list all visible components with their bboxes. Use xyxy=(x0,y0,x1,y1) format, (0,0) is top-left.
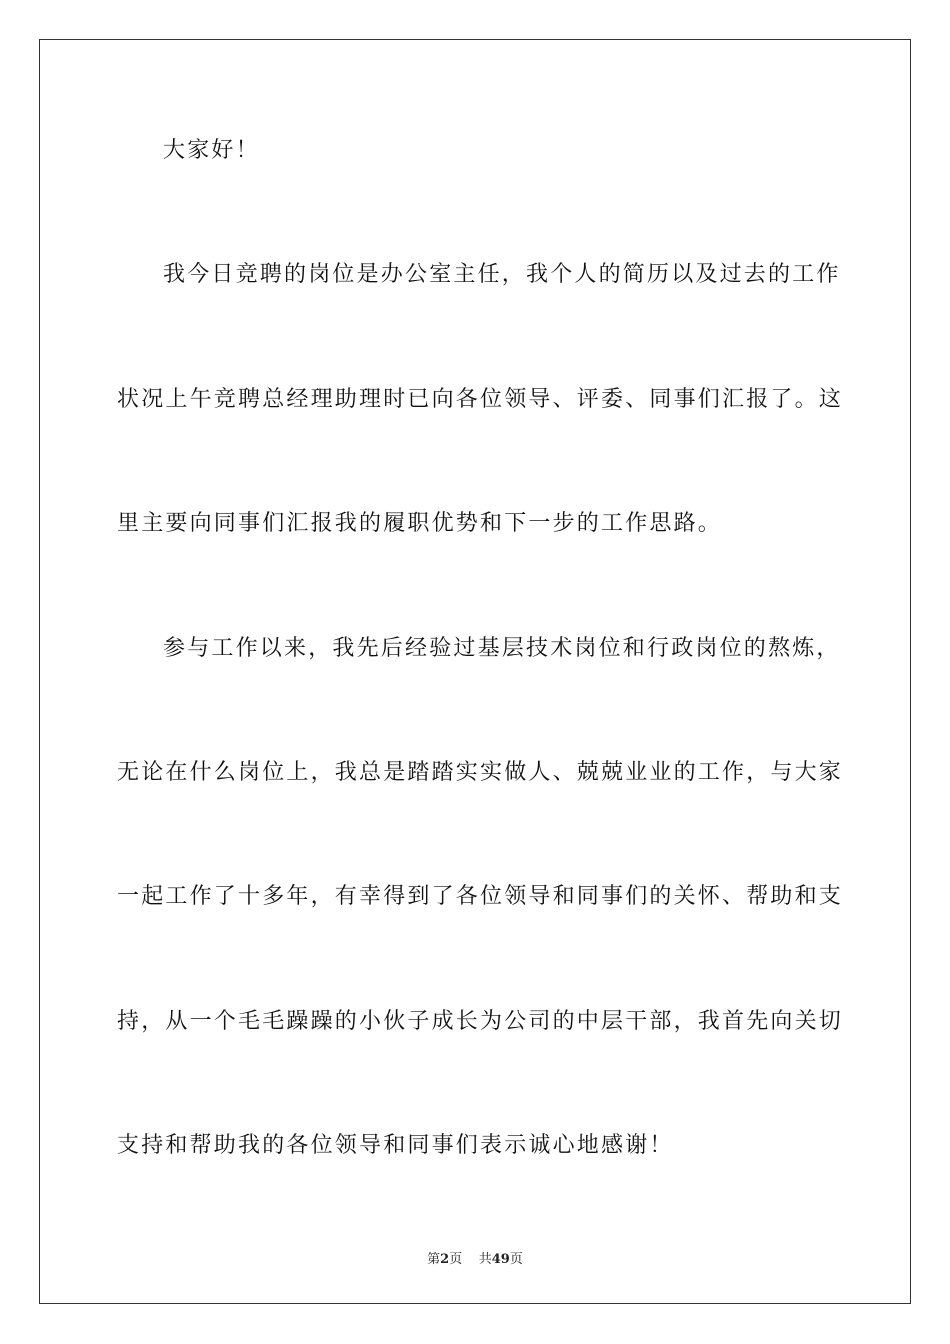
paragraph-2-line-5: 支持和帮助我的各位领导和同事们表示诚心地感谢！ xyxy=(117,1133,674,1158)
page-border xyxy=(39,39,911,1304)
footer-total-pages: 49 xyxy=(491,1252,510,1267)
paragraph-2-line-4: 持，从一个毛毛躁躁的小伙子成长为公司的中层干部，我首先向关切 xyxy=(117,1009,844,1034)
paragraph-2-line-2: 无论在什么岗位上，我总是踏踏实实做人、兢兢业业的工作，与大家 xyxy=(117,760,844,785)
footer-total-prefix: 共 xyxy=(478,1252,492,1267)
footer-page-number: 2 xyxy=(440,1252,450,1267)
paragraph-2-line-1: 参与工作以来，我先后经验过基层技术岗位和行政岗位的熬炼， xyxy=(163,636,841,661)
paragraph-1-line-2: 状况上午竞聘总经理助理时已向各位领导、评委、同事们汇报了。这 xyxy=(117,387,844,412)
footer-total-suffix: 页 xyxy=(509,1252,523,1267)
footer-page-suffix: 页 xyxy=(449,1252,463,1267)
page-footer xyxy=(0,1248,950,1267)
paragraph-2-line-3: 一起工作了十多年，有幸得到了各位领导和同事们的关怀、帮助和支 xyxy=(117,884,844,909)
footer-page-prefix: 第 xyxy=(427,1252,441,1267)
paragraph-1-line-1: 我今日竞聘的岗位是办公室主任，我个人的简历以及过去的工作 xyxy=(163,262,841,287)
greeting: 大家好！ xyxy=(163,138,260,163)
paragraph-1-line-3: 里主要向同事们汇报我的履职优势和下一步的工作思路。 xyxy=(117,511,723,536)
